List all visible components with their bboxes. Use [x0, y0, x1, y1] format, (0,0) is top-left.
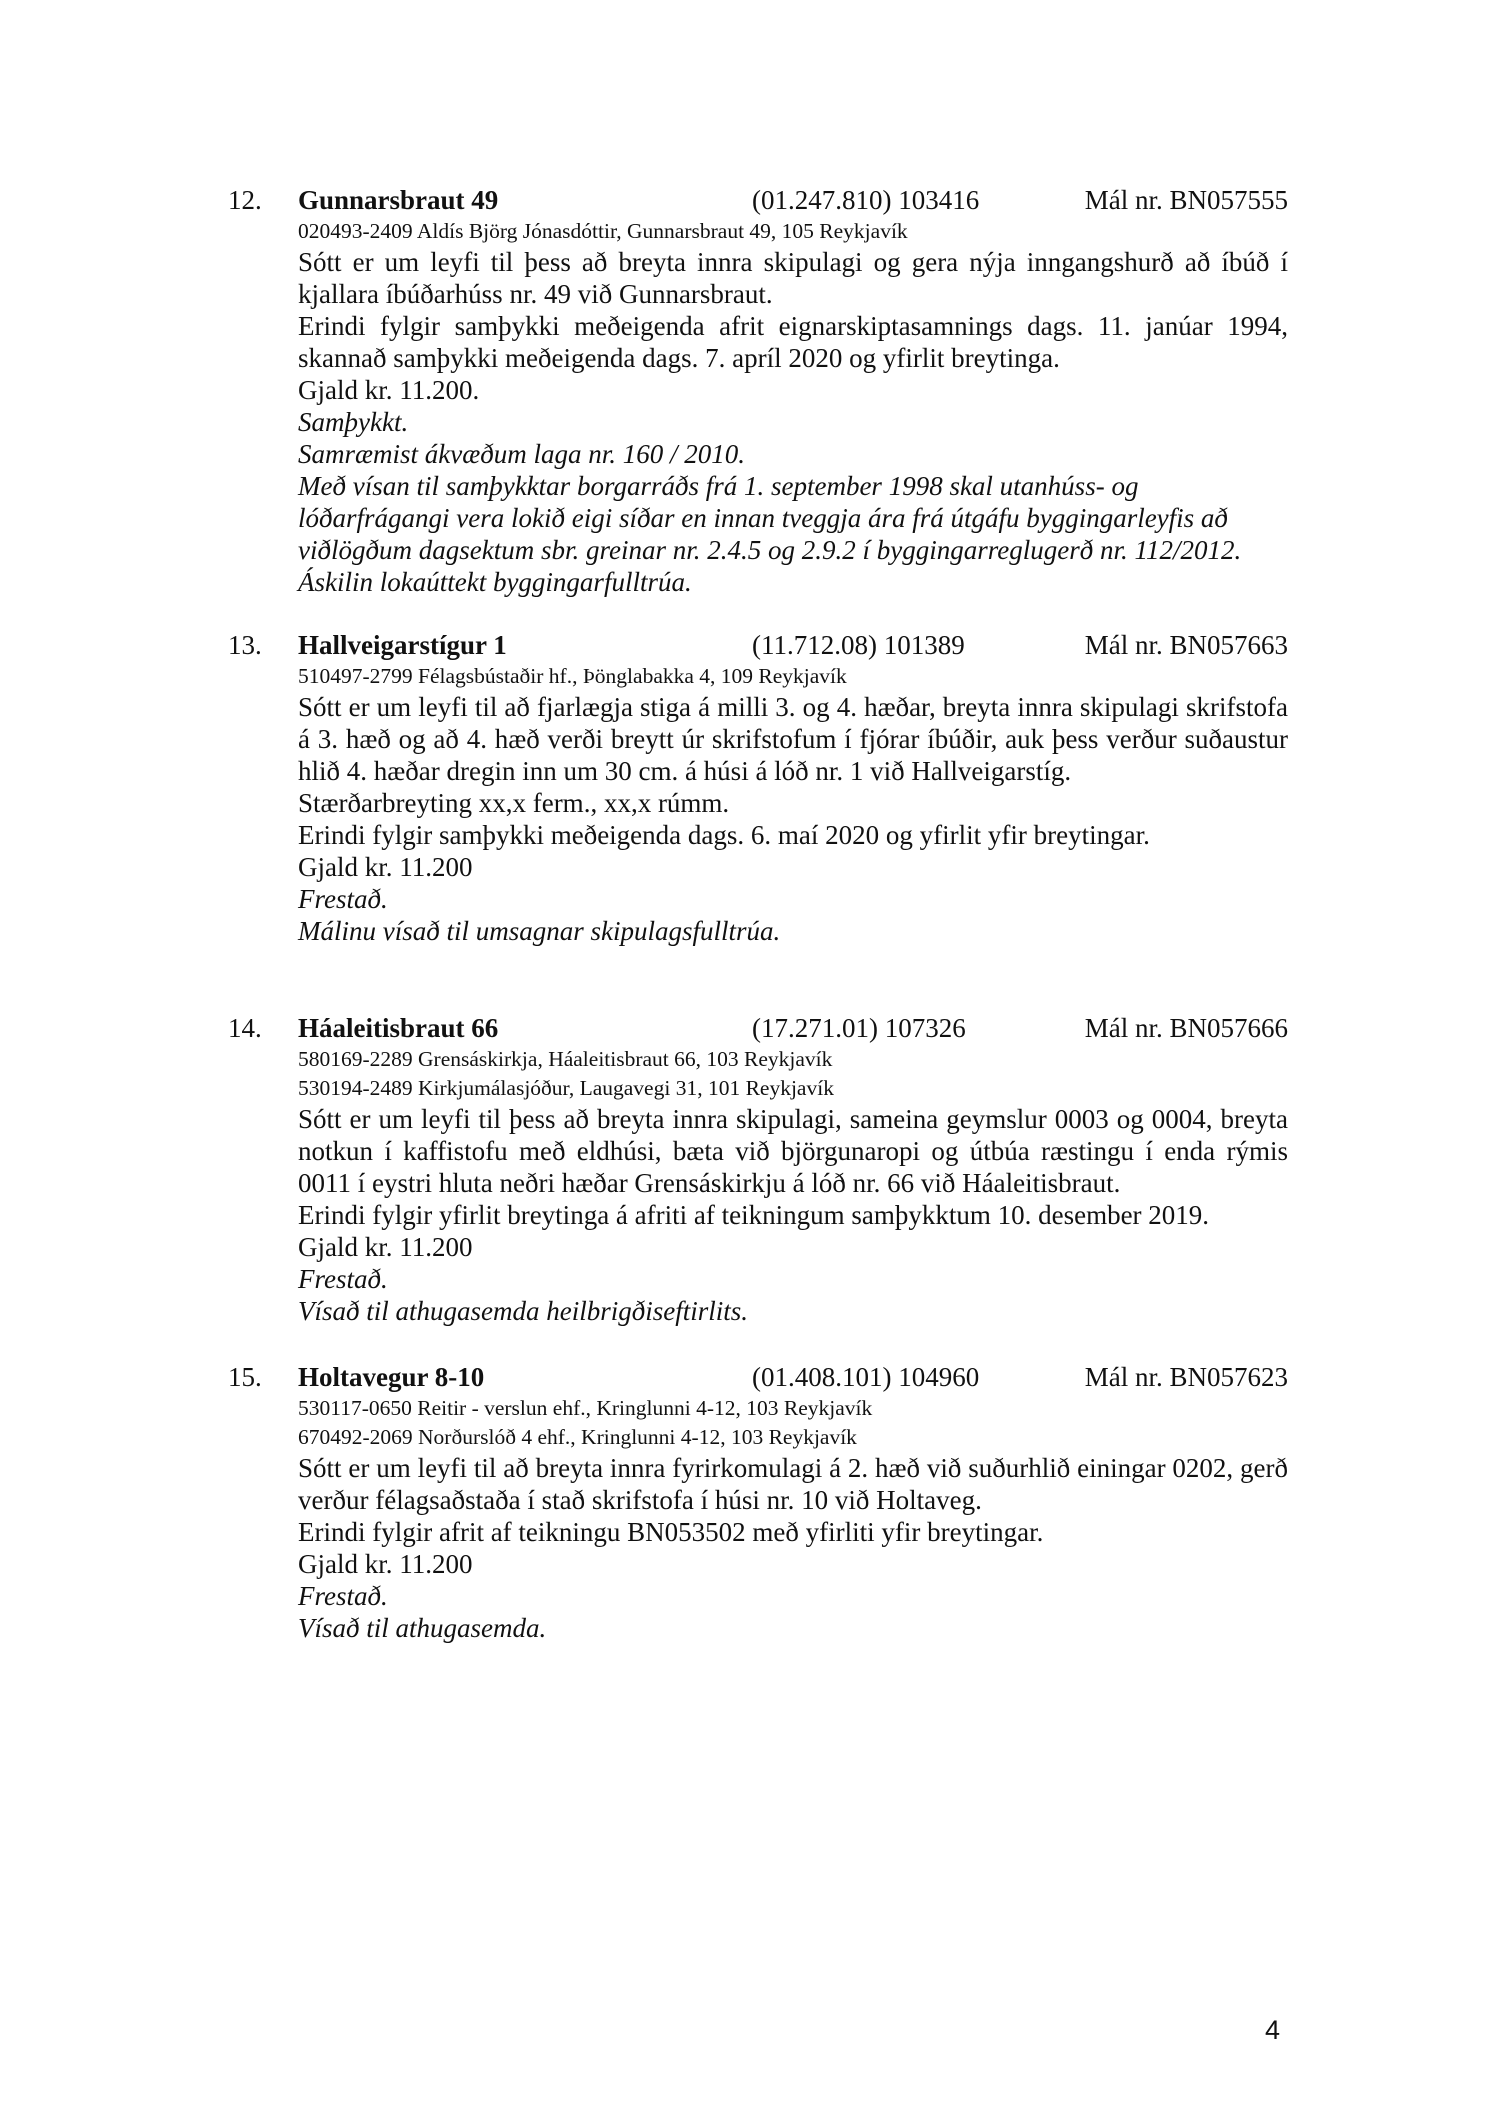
entry-land-reference: (11.712.08) 101389	[752, 630, 965, 660]
entry-street: Háaleitisbraut 66	[298, 1013, 499, 1043]
entry-paragraph: Stærðarbreyting xx,x ferm., xx,x rúmm.	[298, 788, 730, 818]
fee-line: Gjald kr. 11.200	[298, 852, 473, 882]
entry-body	[298, 1394, 1288, 1644]
entry-street: Gunnarsbraut 49	[298, 185, 499, 215]
entry-paragraph: Erindi fylgir yfirlit breytinga á afriti af teikningum samþykktum 10. desember 2019.	[298, 1200, 1210, 1230]
page-number: 4	[1265, 2015, 1281, 2045]
decision-note: Vísað til athugasemda heilbrigðiseftirlits.	[298, 1296, 749, 1326]
applicant-line: 670492-2069 Norðurslóð 4 ehf., Kringlunni 4-12, 103 Reykjavík	[298, 1425, 857, 1449]
entry-case-number: Mál nr. BN057663	[1084, 630, 1288, 660]
entry-paragraph: Sótt er um leyfi til að breyta innra fyrirkomulagi á 2. hæð við suðurhlið einingar 0202, gerð verður félagsaðstaða í stað skrifstofa í húsi nr. 10 við Holtaveg.	[298, 1453, 1288, 1515]
decision-line: Frestað.	[298, 1264, 388, 1294]
applicant-line: 510497-2799 Félagsbústaðir hf., Þönglabakka 4, 109 Reykjavík	[298, 664, 847, 688]
entry-case-number: Mál nr. BN057666	[1084, 1013, 1288, 1043]
fee-line: Gjald kr. 11.200	[298, 1549, 473, 1579]
case-entry	[228, 628, 1288, 947]
entry-number: 13.	[228, 630, 262, 660]
decision-note: Málinu vísað til umsagnar skipulagsfulltrúa.	[298, 916, 781, 946]
entry-street: Hallveigarstígur 1	[298, 630, 507, 660]
applicant-line: 530117-0650 Reitir - verslun ehf., Kringlunni 4-12, 103 Reykjavík	[298, 1396, 873, 1420]
decision-line: Frestað.	[298, 1581, 388, 1611]
applicant-line: 020493-2409 Aldís Björg Jónasdóttir, Gunnarsbraut 49, 105 Reykjavík	[298, 219, 908, 243]
decision-note: Með vísan til samþykktar borgarráðs frá 1. september 1998 skal utanhúss- og lóðarfrágangi vera lokið eigi síðar en innan tveggja ára frá útgáfu byggingarleyfis að viðlögðum dagsektum sbr. greinar nr. 2.4.5 og 2.9.2 í byggingarreglugerð nr. 112/2012. Áskilin lokaúttekt byggingarfulltrúa.	[298, 471, 1242, 597]
entry-paragraph: Sótt er um leyfi til að fjarlægja stiga á milli 3. og 4. hæðar, breyta innra skipulagi skrifstofa á 3. hæð og að 4. hæð verði breytt úr skrifstofum í fjórar íbúðir, auk þess verður suðaustur hlið 4. hæðar dregin inn um 30 cm. á húsi á lóð nr. 1 við Hallveigarstíg.	[298, 692, 1288, 786]
decision-line: Samþykkt.	[298, 407, 409, 437]
fee-line: Gjald kr. 11.200.	[298, 375, 480, 405]
entry-number: 14.	[228, 1013, 262, 1043]
entry-paragraph: Sótt er um leyfi til þess að breyta innra skipulagi, sameina geymslur 0003 og 0004, breyta notkun í kaffistofu með eldhúsi, bæta við björgunaropi og útbúa ræstingu í enda rýmis 0011 í eystri hluta neðri hæðar Grensáskirkju á lóð nr. 66 við Háaleitisbraut.	[298, 1104, 1288, 1198]
decision-line: Samræmist ákvæðum laga nr. 160 / 2010.	[298, 439, 746, 469]
entry-case-number: Mál nr. BN057623	[1084, 1362, 1288, 1392]
entry-header	[228, 183, 1288, 217]
entry-paragraph: Erindi fylgir samþykki meðeigenda dags. 6. maí 2020 og yfirlit yfir breytingar.	[298, 820, 1150, 850]
entry-land-reference: (01.247.810) 103416	[752, 185, 980, 215]
case-entry	[228, 183, 1288, 598]
fee-line: Gjald kr. 11.200	[298, 1232, 473, 1262]
entry-land-reference: (17.271.01) 107326	[752, 1013, 966, 1043]
entry-case-number: Mál nr. BN057555	[1084, 185, 1288, 215]
entry-street: Holtavegur 8-10	[298, 1362, 485, 1392]
case-entry	[228, 1360, 1288, 1644]
entry-paragraph: Sótt er um leyfi til þess að breyta innra skipulagi og gera nýja inngangshurð að íbúð í kjallara íbúðarhúss nr. 49 við Gunnarsbraut.	[298, 247, 1288, 309]
entry-paragraph: Erindi fylgir samþykki meðeigenda afrit eignarskiptasamnings dags. 11. janúar 1994, skannað samþykki meðeigenda dags. 7. apríl 2020 og yfirlit breytinga.	[298, 311, 1288, 373]
entry-number: 15.	[228, 1362, 262, 1392]
entry-body	[298, 217, 1288, 598]
entry-land-reference: (01.408.101) 104960	[752, 1362, 980, 1392]
case-entry	[228, 1011, 1288, 1327]
entry-header	[228, 1360, 1288, 1394]
decision-line: Frestað.	[298, 884, 388, 914]
entry-body	[298, 662, 1288, 947]
entry-number: 12.	[228, 185, 262, 215]
entry-header	[228, 1011, 1288, 1045]
entry-body	[298, 1045, 1288, 1327]
entry-paragraph: Erindi fylgir afrit af teikningu BN053502 með yfirliti yfir breytingar.	[298, 1517, 1044, 1547]
entry-header	[228, 628, 1288, 662]
applicant-line: 530194-2489 Kirkjumálasjóður, Laugavegi 31, 101 Reykjavík	[298, 1076, 834, 1100]
decision-note: Vísað til athugasemda.	[298, 1613, 547, 1643]
applicant-line: 580169-2289 Grensáskirkja, Háaleitisbraut 66, 103 Reykjavík	[298, 1047, 833, 1071]
